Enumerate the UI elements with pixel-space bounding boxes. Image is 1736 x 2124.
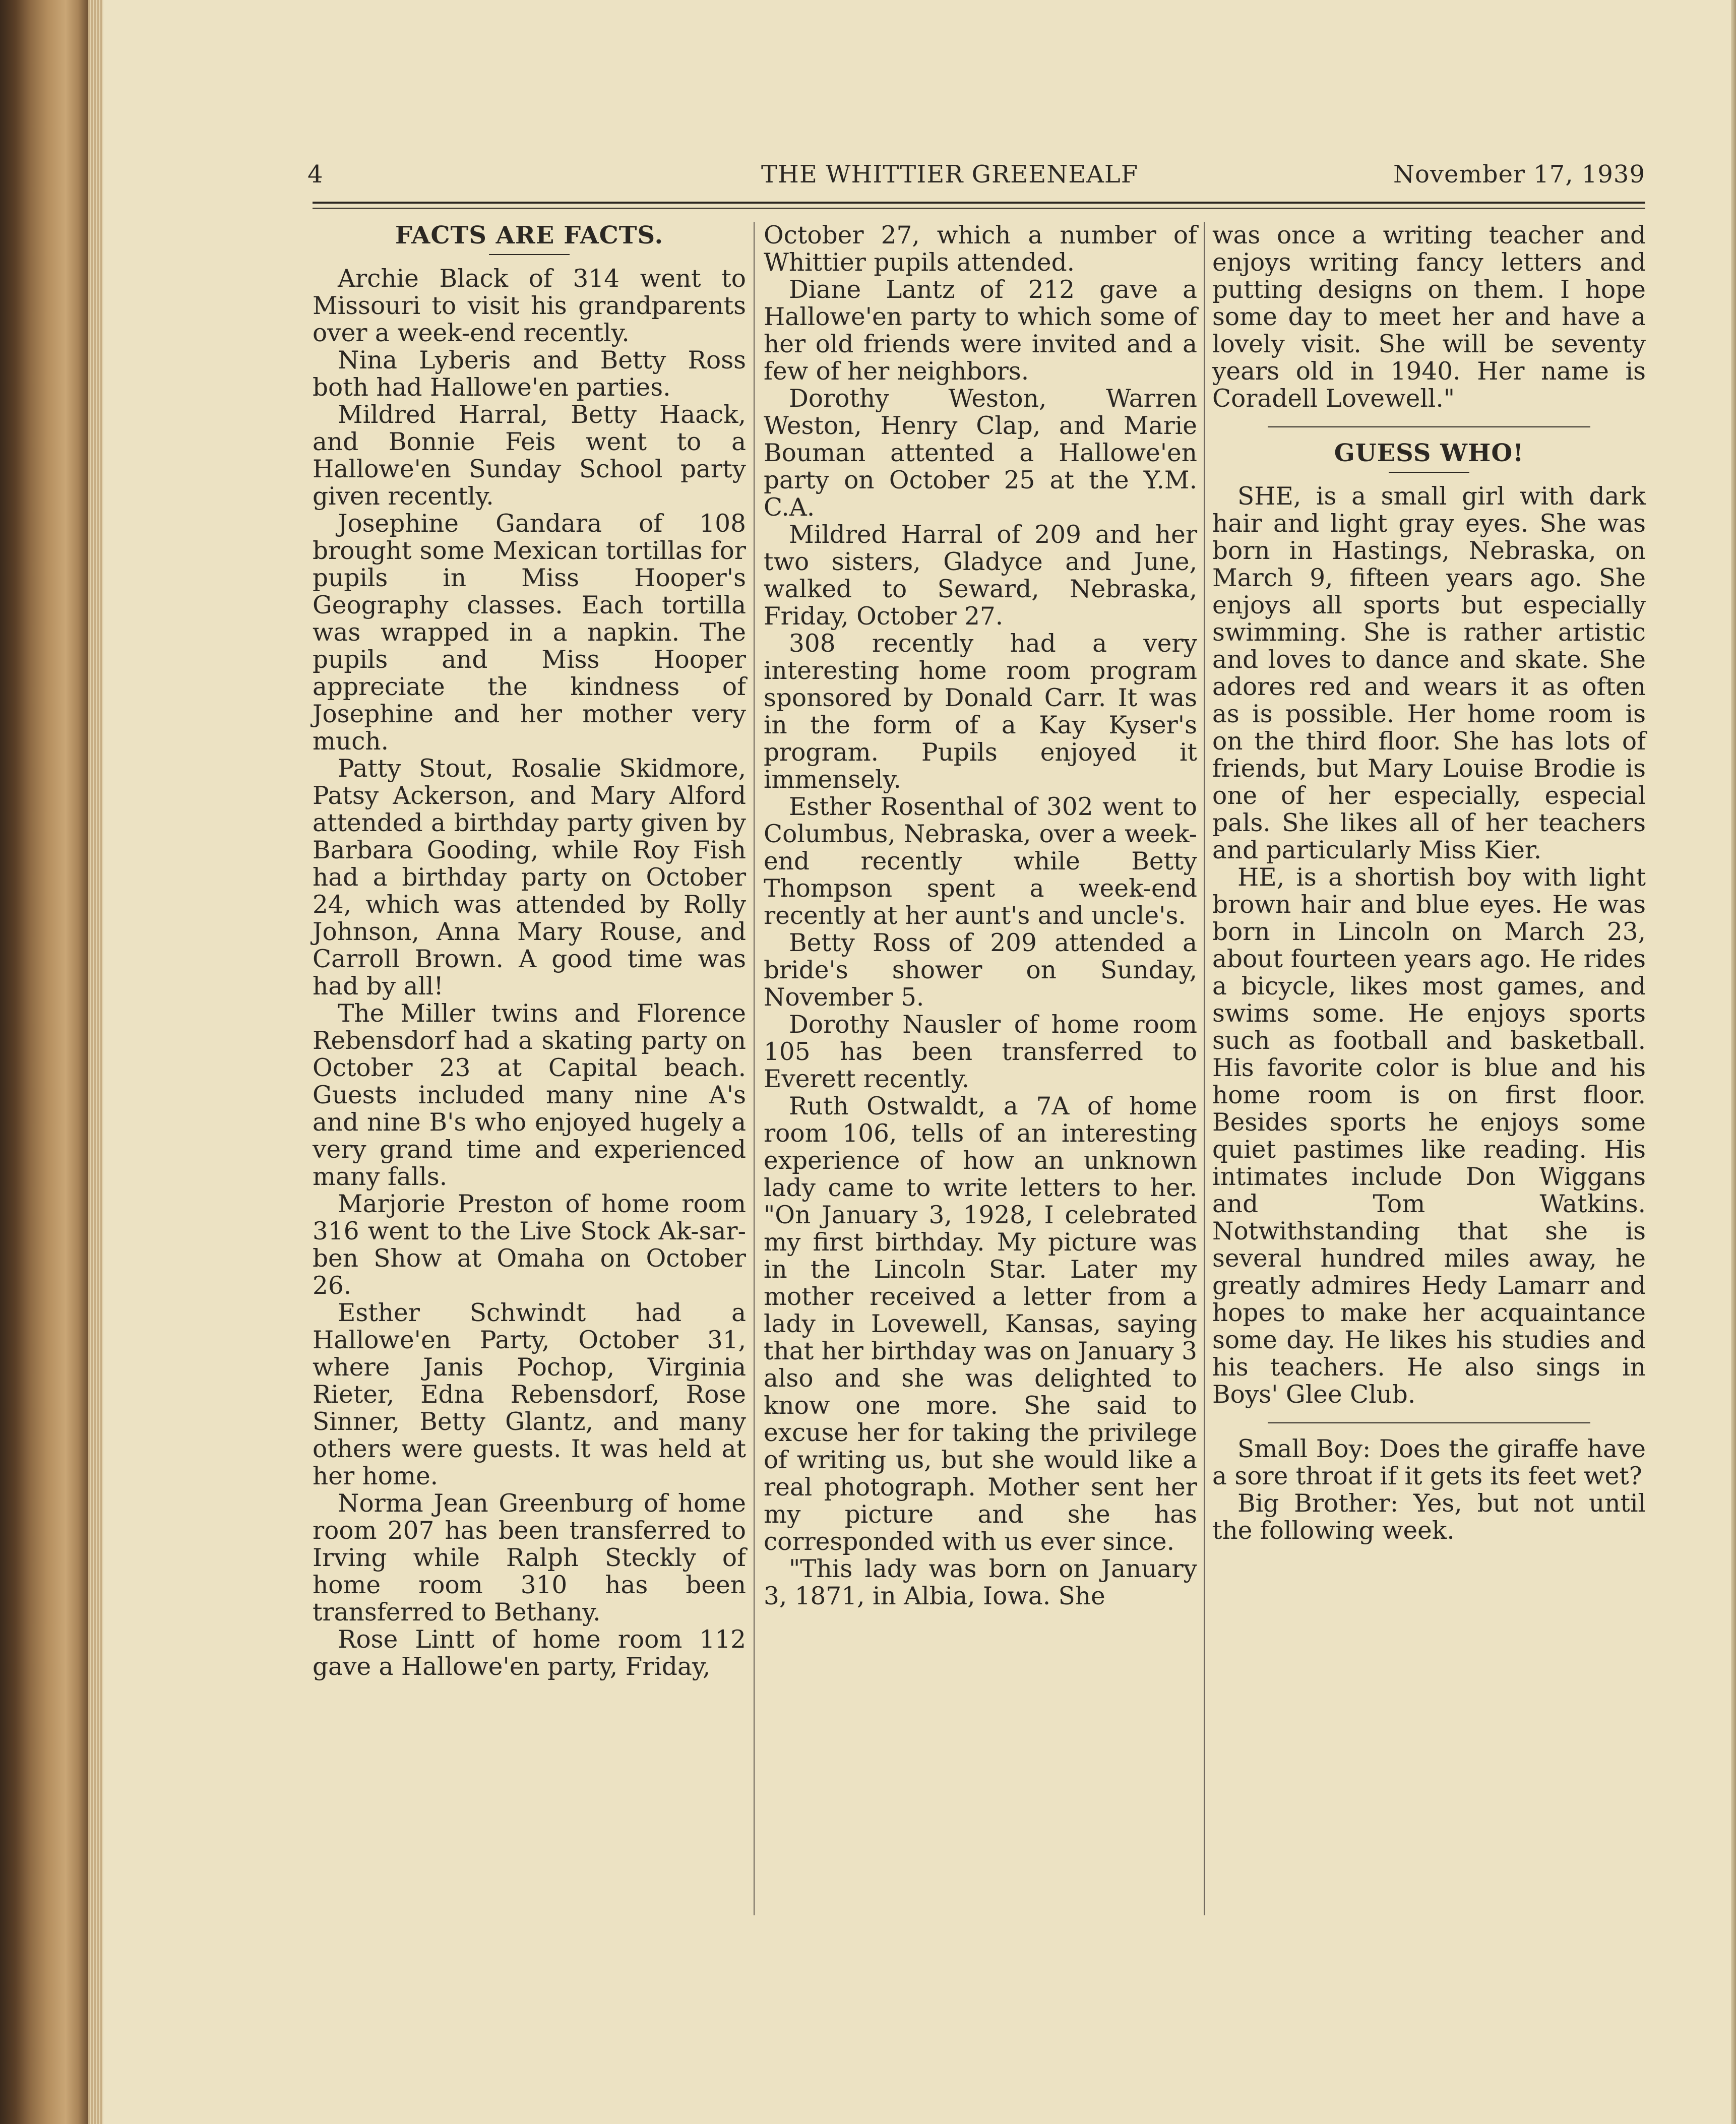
page-stack-edge <box>88 0 103 2124</box>
news-item: Dorothy Nausler of home room 105 has been transferred to Everett recently. <box>764 1011 1197 1093</box>
news-item: Rose Lintt of home room 112 gave a Hallowe'en party, Friday, <box>313 1626 746 1681</box>
heading-rule <box>489 254 570 255</box>
news-item: October 27, which a number of Whittier pupils attended. <box>764 221 1197 277</box>
news-item: Esther Schwindt had a Hallowe'en Party, October 31, where Janis Pochop, Virginia Rieter, Edna Rebensdorf, Rose Sinner, Betty Glantz, and many others were guests. It was held at her home. <box>313 1299 746 1490</box>
news-item: Archie Black of 314 went to Missouri to visit his grandparents over a week-end recently. <box>313 265 746 347</box>
news-item: Betty Ross of 209 attended a bride's shower on Sunday, November 5. <box>764 929 1197 1012</box>
column-1 <box>313 222 746 1680</box>
section-heading-facts: FACTS ARE FACTS. <box>395 221 664 249</box>
page-number: 4 <box>307 160 324 189</box>
column-2 <box>764 222 1197 1610</box>
news-item: Ruth Ostwaldt, a 7A of home room 106, tells of an interesting experience of how an unknown lady came to write letters to her. "On January 3, 1928, I celebrated my first birthday. My picture was in the Lincoln Star. Later my mother received a letter from a lady in Lovewell, Kansas, saying that her birthday was on January 3 also and she was delighted to know one more. She said to excuse her for taking the privilege of writing us, but she would like a real photograph. Mother sent her my picture and she has corresponded with us ever since. <box>764 1092 1197 1556</box>
header-rule-thin <box>313 208 1645 209</box>
news-item: Josephine Gandara of 108 brought some Mexican tortillas for pupils in Miss Hooper's Geography classes. Each tortilla was wrapped in a napkin. The pupils and Miss Hooper appreciate the kindness of Josephine and her mother very much. <box>313 510 746 756</box>
guess-who-item: SHE, is a small girl with dark hair and light gray eyes. She was born in Hastings, Nebraska, on March 9, fifteen years ago. She enjoys all sports but especially swimming. She is rather artistic and loves to dance and skate. She adores red and wears it as often as is possible. Her home room is on the third floor. She has lots of friends, but Mary Louise Brodie is one of her especially, especial pals. She likes all of her teachers and particularly Miss Kier. <box>1212 482 1646 864</box>
news-item: Mildred Harral of 209 and her two sisters, Gladyce and June, walked to Seward, Nebraska, Friday, October 27. <box>764 521 1197 631</box>
news-item: Diane Lantz of 212 gave a Hallowe'en party to which some of her old friends were invited and a few of her neighbors. <box>764 276 1197 386</box>
news-item: 308 recently had a very interesting home room program sponsored by Donald Carr. It was in the form of a Kay Kyser's program. Pupils enjoyed it immensely. <box>764 630 1197 794</box>
page-edge-right <box>1731 0 1736 2124</box>
section-divider <box>1268 1422 1590 1423</box>
column-3 <box>1212 222 1646 1544</box>
page-header <box>307 160 1645 206</box>
news-item: The Miller twins and Florence Rebensdorf had a skating party on October 23 at Capital beach. Guests included many nine A's and nine B's who enjoyed hugely a very grand time and experienced many falls. <box>313 999 746 1191</box>
story-continuation: was once a writing teacher and enjoys writing fancy letters and putting designs on them. I hope some day to meet her and have a lovely visit. She will be seventy years old in 1940. Her name is Coradell Lovewell." <box>1212 221 1646 413</box>
section-heading-guess-who: GUESS WHO! <box>1334 439 1524 467</box>
column-divider-2 <box>1204 222 1205 1915</box>
joke-line: Big Brother: Yes, but not until the following week. <box>1212 1489 1646 1545</box>
book-binding <box>0 0 88 2124</box>
news-item: Nina Lyberis and Betty Ross both had Hallowe'en parties. <box>313 346 746 402</box>
section-divider <box>1268 426 1590 427</box>
header-rule-thick <box>313 202 1645 204</box>
news-item: Esther Rosenthal of 302 went to Columbus, Nebraska, over a week-end recently while Betty Thompson spent a week-end recently at her aunt's and uncle's. <box>764 793 1197 930</box>
joke-line: Small Boy: Does the giraffe have a sore throat if it gets its feet wet? <box>1212 1435 1646 1490</box>
news-item: "This lady was born on January 3, 1871, in Albia, Iowa. She <box>764 1555 1197 1610</box>
news-item: Marjorie Preston of home room 316 went to the Live Stock Ak-sar-ben Show at Omaha on October 26. <box>313 1190 746 1300</box>
publication-title: THE WHITTIER GREENEALF <box>761 160 1139 189</box>
news-item: Patty Stout, Rosalie Skidmore, Patsy Ackerson, and Mary Alford attended a birthday party given by Barbara Gooding, while Roy Fish had a birthday party on October 24, which was attended by Rolly Johnson, Anna Mary Rouse, and Carroll Brown. A good time was had by all! <box>313 755 746 1001</box>
column-divider-1 <box>754 222 755 1915</box>
news-item: Norma Jean Greenburg of home room 207 has been transferred to Irving while Ralph Steckly of home room 310 has been transferred to Bethany. <box>313 1489 746 1627</box>
guess-who-item: HE, is a shortish boy with light brown hair and blue eyes. He was born in Lincoln on March 23, about fourteen years ago. He rides a bicycle, likes most games, and swims some. He enjoys sports such as football and basketball. His favorite color is blue and his home room is on first floor. Besides sports he enjoys some quiet pastimes like reading. His intimates include Don Wiggans and Tom Watkins. Notwithstanding that she is several hundred miles away, he greatly admires Hedy Lamarr and hopes to make her acquaintance some day. He likes his studies and his teachers. He also sings in Boys' Glee Club. <box>1212 863 1646 1409</box>
news-item: Dorothy Weston, Warren Weston, Henry Clap, and Marie Bouman attented a Hallowe'en party on October 25 at the Y.M. C.A. <box>764 385 1197 522</box>
heading-rule <box>1389 472 1469 473</box>
news-item: Mildred Harral, Betty Haack, and Bonnie Feis went to a Hallowe'en Sunday School party given recently. <box>313 401 746 511</box>
issue-date: November 17, 1939 <box>1393 160 1645 189</box>
